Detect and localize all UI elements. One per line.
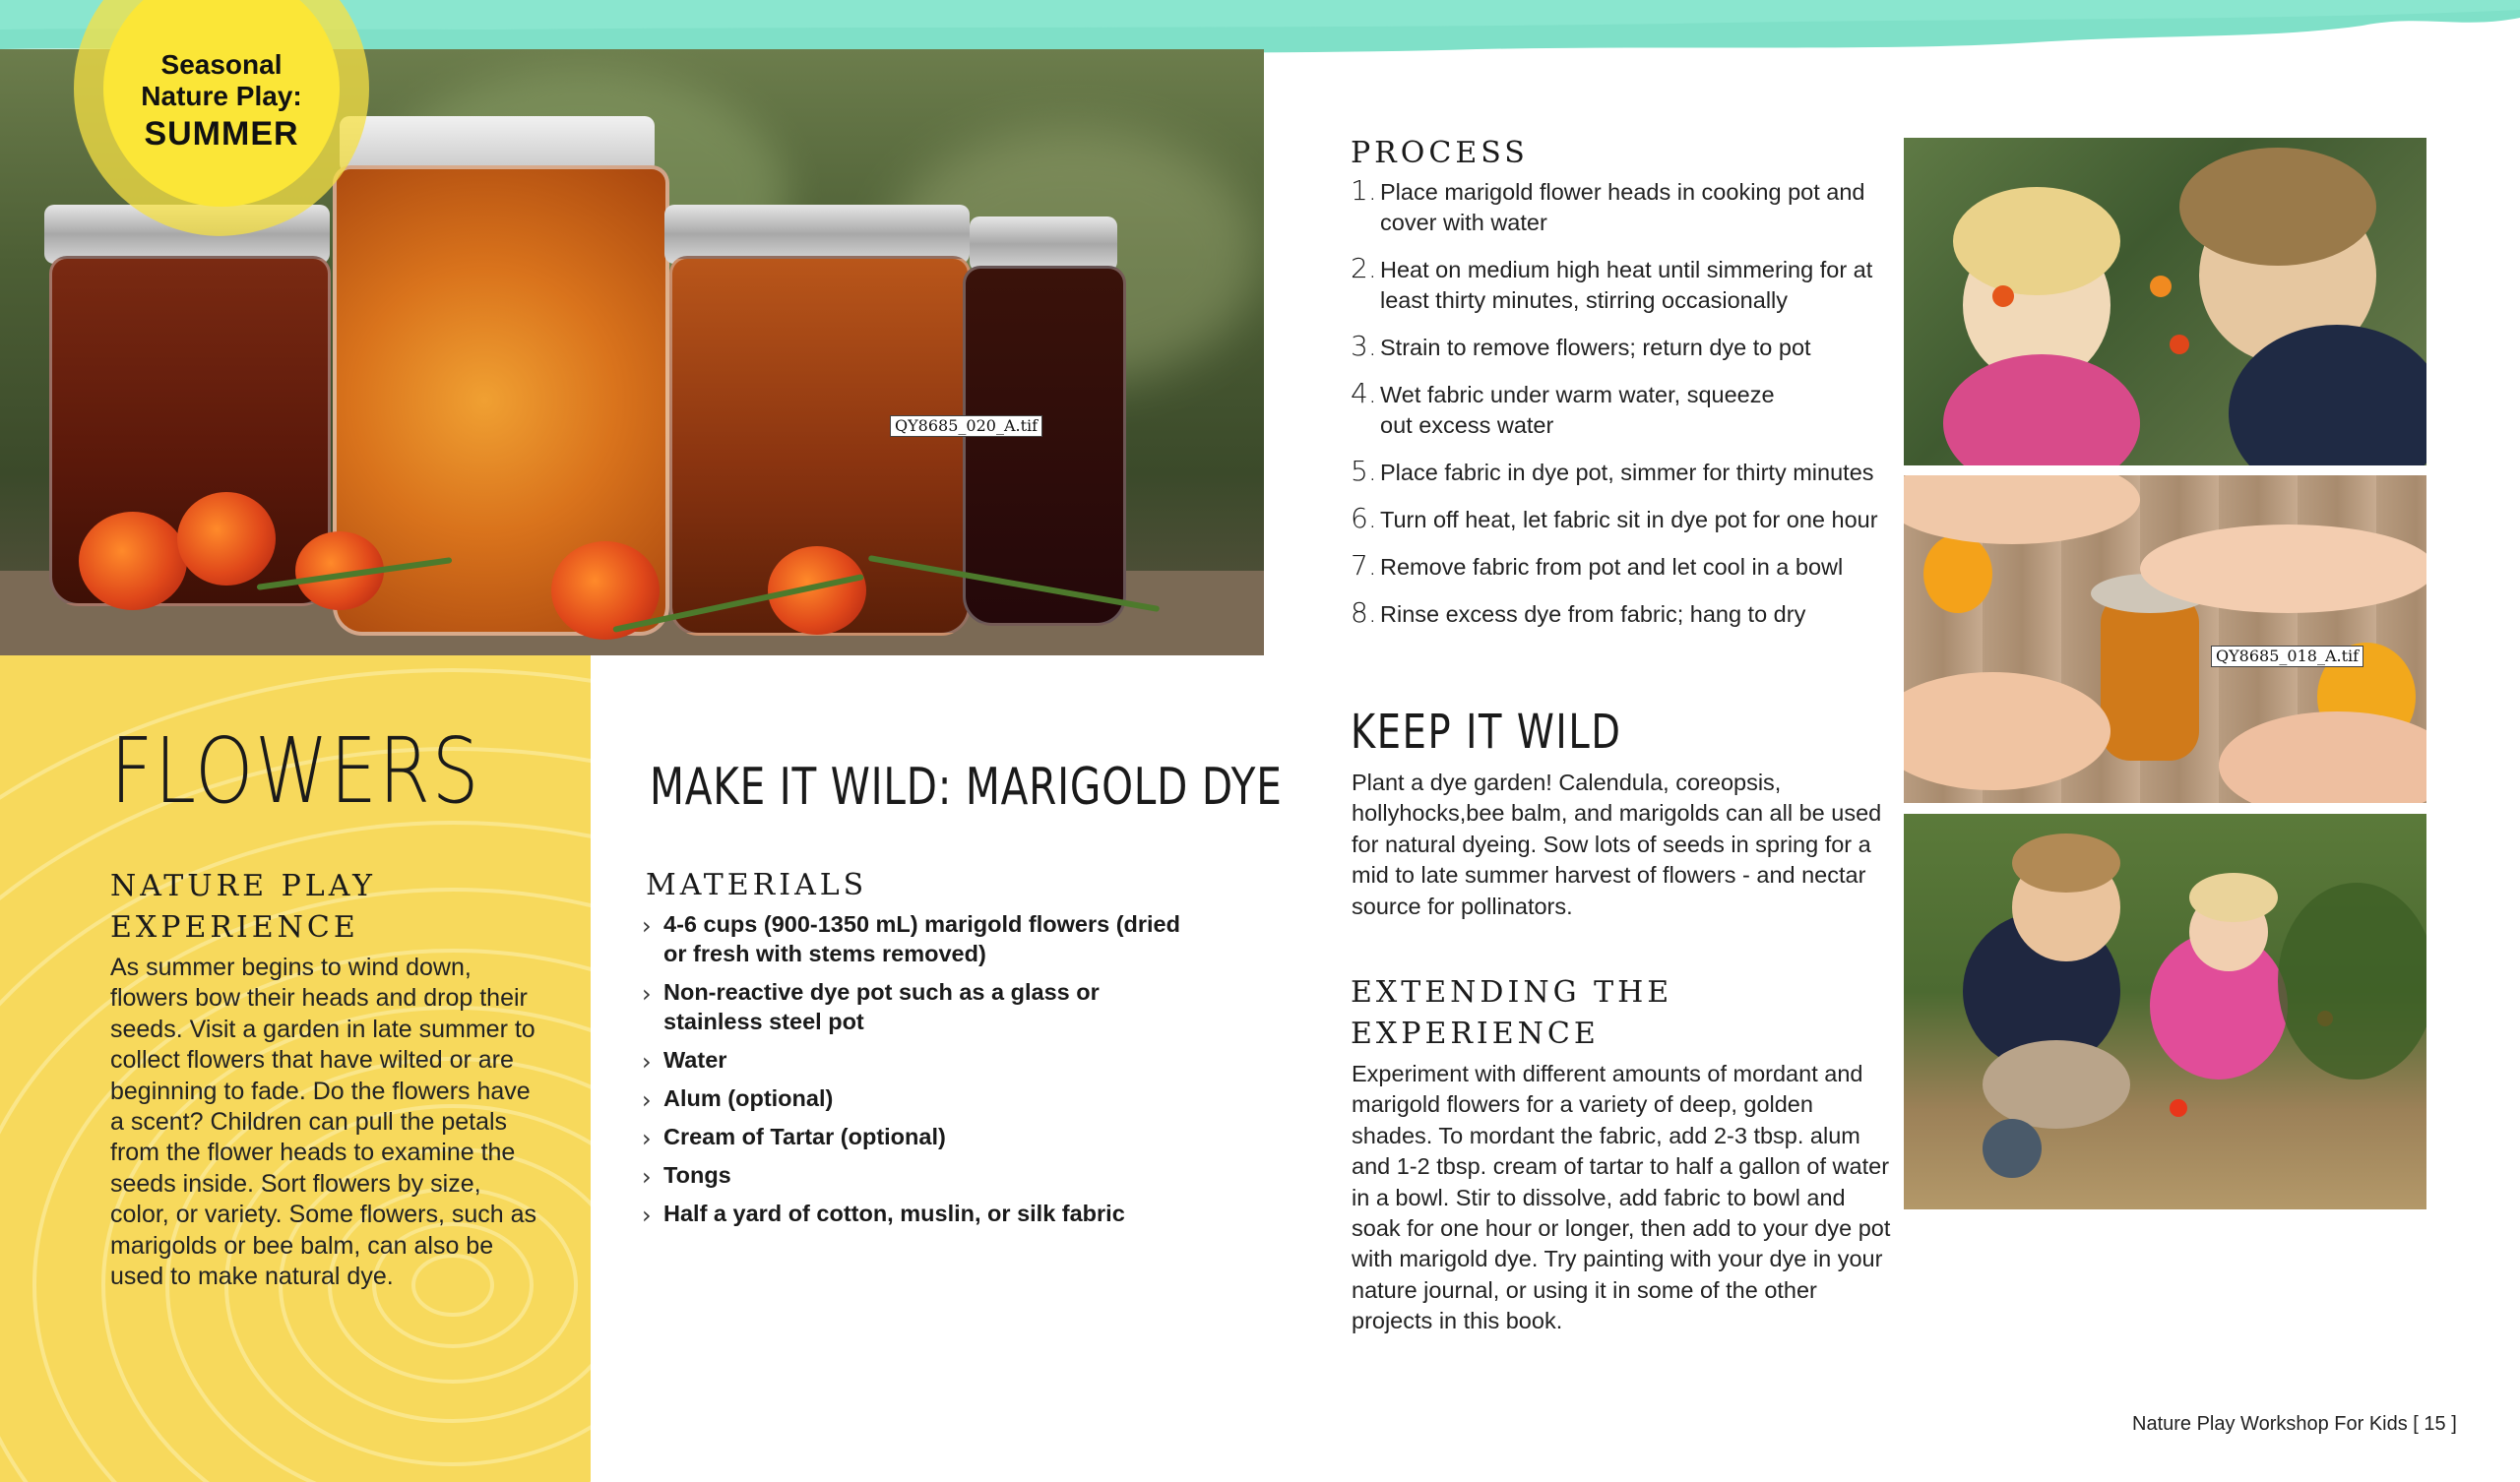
seasonal-badge (49, 0, 384, 236)
image-filename-label: QY8685_018_A.tif (2211, 646, 2363, 667)
list-item: › Water (642, 1047, 727, 1076)
process-step: 3. Strain to remove flowers; return dye to pot (1351, 330, 1811, 362)
keep-it-wild-body: Plant a dye garden! Calendula, coreopsis, hollyhocks,bee balm, and marigolds can all be used for natural dyeing. Sow lots of seeds in spring for a mid to late summer harvest of flowers - and nectar source for pollinators. (1352, 770, 1882, 919)
nature-play-heading: NATURE PLAY EXPERIENCE (110, 869, 376, 945)
photo-hands-picking-petals (1904, 475, 2426, 803)
keep-it-wild-heading: KEEP IT WILD (1351, 705, 1622, 760)
materials-list (642, 909, 1193, 1237)
process-step: 6. Turn off heat, let fabric sit in dye pot for one hour (1351, 502, 1878, 534)
process-heading: PROCESS (1351, 136, 1529, 170)
process-step: 2. Heat on medium high heat until simmering for at least thirty minutes, stirring occasionally (1351, 252, 1873, 313)
chevron-right-icon: › (642, 1202, 652, 1229)
image-filename-label: QY8685_020_A.tif (890, 415, 1042, 437)
list-item: › Tongs (642, 1162, 731, 1191)
process-step: 5. Place fabric in dye pot, simmer for thirty minutes (1351, 455, 1874, 487)
process-step: 1. Place marigold flower heads in cooking pot and cover with water (1351, 174, 1865, 235)
page-footer: Nature Play Workshop For Kids [ 15 ] (2132, 1413, 2457, 1435)
chevron-right-icon: › (642, 980, 652, 1008)
badge-line-1: Seasonal (160, 49, 283, 80)
materials-heading: MATERIALS (646, 868, 868, 902)
chevron-right-icon: › (642, 1163, 652, 1191)
extending-heading: EXTENDING THE EXPERIENCE (1351, 975, 1673, 1051)
list-item: › Alum (optional) (642, 1085, 834, 1114)
chevron-right-icon: › (642, 1086, 652, 1114)
process-steps (1351, 174, 1882, 647)
process-step: 8. Rinse excess dye from fabric; hang to dry (1351, 596, 1806, 629)
list-item: › 4-6 cups (900-1350 mL) marigold flowers (dried or fresh with stems removed) (642, 911, 1180, 966)
page-title: FLOWERS (110, 718, 481, 824)
chevron-right-icon: › (642, 1048, 652, 1076)
badge-line-3: SUMMER (144, 115, 299, 153)
photo-children-smelling-flowers (1904, 138, 2426, 465)
list-item: › Cream of Tartar (optional) (642, 1124, 946, 1152)
photo-children-in-garden (1904, 814, 2426, 1209)
process-step: 4. Wet fabric under warm water, squeeze out excess water (1351, 377, 1775, 438)
list-item: › Half a yard of cotton, muslin, or silk fabric (642, 1201, 1125, 1229)
badge-line-2: Nature Play: (141, 81, 302, 111)
nature-play-body: As summer begins to wind down, flowers bow their heads and drop their seeds. Visit a garden in late summer to collect flowers that have wilted or are beginning to fade. Do the flowers have a scent? Children can pull the petals from the flower heads to examine the seeds inside. Sort flowers by size, color, or variety. Some flowers, such as marigolds or bee balm, can also be used to make natural dye. (110, 954, 537, 1291)
chevron-right-icon: › (642, 1125, 652, 1152)
process-step: 7. Remove fabric from pot and let cool in a bowl (1351, 549, 1844, 582)
activity-title: MAKE IT WILD: MARIGOLD DYE (650, 758, 1283, 817)
chevron-right-icon: › (642, 912, 652, 940)
list-item: › Non-reactive dye pot such as a glass or stainless steel pot (642, 979, 1100, 1034)
extending-body: Experiment with different amounts of mordant and marigold flowers for a variety of deep, golden shades. To mordant the fabric, add 2-3 tbsp. alum and 1-2 tbsp. cream of tartar to half a gallon of water in a bowl. Stir to dissolve, add fabric to bowl and soak for one hour or longer, then add to your dye pot with marigold dye. Try painting with your dye in your nature journal, or using it in some of the other projects in this book. (1352, 1061, 1891, 1334)
